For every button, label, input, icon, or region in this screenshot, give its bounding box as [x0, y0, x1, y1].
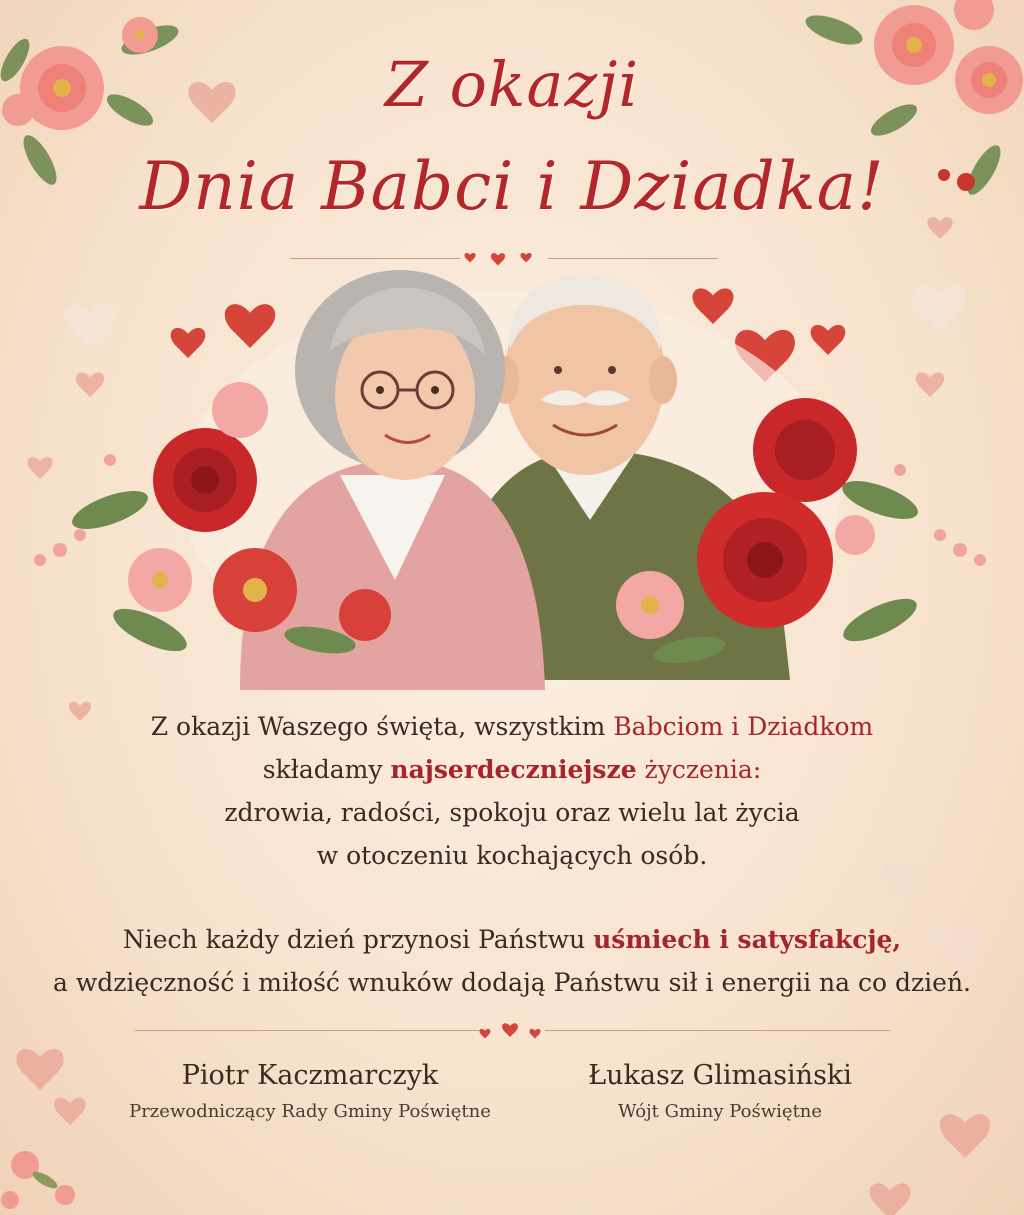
greeting-line-5	[0, 918, 1024, 961]
greeting-highlight-najserdeczniejsze: najserdeczniejsze	[390, 755, 637, 784]
signature-right	[515, 1060, 925, 1122]
greeting-paragraph-2	[0, 918, 1024, 1004]
signatory-role: Przewodniczący Rady Gminy Poświętne	[129, 1101, 491, 1122]
greeting-line-1	[0, 705, 1024, 748]
signatory-name: Łukasz Glimasiński	[588, 1060, 852, 1091]
grandparents-illustration	[0, 260, 1024, 700]
title-line-2: Dnia Babci i Dziadka!	[139, 148, 885, 225]
signature-divider-right	[545, 1030, 890, 1031]
greeting-line-6: a wdzięczność i miłość wnuków dodają Państwu sił i energii na co dzień.	[52, 968, 971, 997]
greeting-line-4: w otoczeniu kochających osób.	[316, 841, 708, 870]
greeting-highlight-zyczenia: życzenia:	[636, 755, 762, 784]
greeting-highlight-usmiech: uśmiech i satysfakcję,	[593, 925, 902, 954]
greeting-line-2	[0, 748, 1024, 791]
signature-left	[100, 1060, 520, 1122]
greeting-line-3: zdrowia, radości, spokoju oraz wielu lat życia	[224, 798, 800, 827]
title-line-1: Z okazji	[384, 48, 640, 121]
greeting-paragraph-1	[0, 705, 1024, 877]
greeting-line-1-text: Z okazji Waszego święta, wszystkim	[150, 712, 614, 741]
signature-divider-left	[135, 1030, 480, 1031]
greeting-line-5-text: Niech każdy dzień przynosi Państwu	[122, 925, 594, 954]
greeting-highlight-babcie-dziadkowie: Babciom i Dziadkom	[613, 712, 874, 741]
title-divider-left	[290, 258, 460, 259]
greeting-line-2-text: składamy	[262, 755, 391, 784]
title-divider-right	[548, 258, 718, 259]
signatory-name: Piotr Kaczmarczyk	[181, 1060, 439, 1091]
corner-flowers-bottom-left	[0, 1125, 120, 1215]
signatory-role: Wójt Gminy Poświętne	[617, 1101, 823, 1122]
